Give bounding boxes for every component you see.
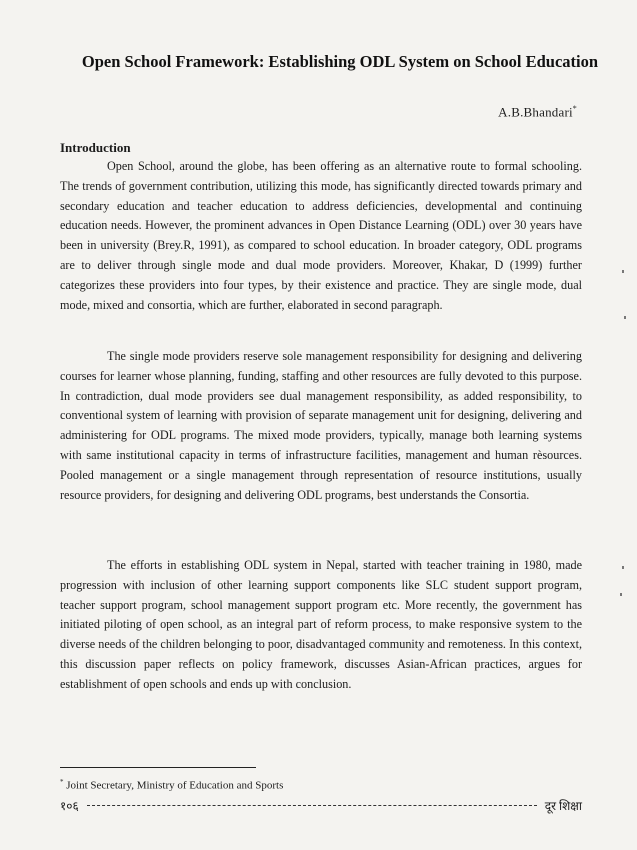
author-footnote-mark: * bbox=[572, 104, 577, 113]
footnote-mark: * bbox=[60, 778, 64, 786]
section-heading: Introduction bbox=[60, 140, 131, 155]
scan-speck bbox=[620, 593, 622, 596]
page-number: १०६ bbox=[60, 799, 79, 813]
paragraph-3: The efforts in establishing ODL system in Nepal, started with teacher training in 1980, made progression with inclusion of other learning support components like SLC student support program, teacher support program, school management support program etc. More recently, the government has initiated piloting of open school, as an integral part of reform process, to make responsive system to the diverse needs of the children belonging to poor, disadvantaged community and remoteness. In this context, this discussion paper reflects on policy framework, discusses Asian-African practices, argues for establishment of open schools and ends up with conclusion. bbox=[60, 558, 582, 691]
scan-speck bbox=[624, 316, 626, 319]
paragraph-2: The single mode providers reserve sole management responsibility for designing and delivering courses for learner whose planning, funding, staffing and other resources are fully devoted to this purpose. In contradiction, dual mode providers see dual management responsibility, as added responsibility, to conventional system of learning with provision of separate management unit for designing, delivering and administering for ODL programs. The mixed mode providers, typically, manage both learning systems with same institutional capacity in terms of infrastructure facilities, management and human rèsources. Pooled management or a single management through representation of resource institutions, usually resource providers, for designing and delivering ODL programs, best understands the Consortia. bbox=[60, 349, 582, 502]
scan-speck bbox=[622, 270, 624, 273]
footnote-rule bbox=[60, 767, 256, 768]
paper-title: Open School Framework: Establishing ODL System on School Education bbox=[81, 52, 599, 71]
footer-dashed-rule bbox=[87, 805, 537, 806]
page-footer bbox=[60, 797, 582, 814]
footnote-text: Joint Secretary, Ministry of Education and Sports bbox=[66, 779, 284, 792]
paragraph-1: Open School, around the globe, has been offering as an alternative route to formal schooling. The trends of government contribution, utilizing this mode, has significantly directed towards primary and secondary education and teacher education to address deficiencies, developmental and continuing education needs. However, the prominent advances in Open Distance Learning (ODL) over 30 years have been in university (Brey.R, 1991), as compared to school education. In broader category, ODL programs are to deliver through single mode and dual mode providers. Moreover, Khakar, D (1999) further categorizes these providers into four types, by their existence and practice. They are single mode, dual mode, mixed and consortia, which are further, elaborated in second paragraph. bbox=[60, 159, 582, 312]
footnote bbox=[60, 778, 283, 792]
author-line bbox=[498, 104, 577, 120]
scan-speck bbox=[622, 566, 624, 569]
author-name: A.B.Bhandari bbox=[498, 104, 573, 120]
journal-name: दूर शिक्षा bbox=[544, 799, 582, 813]
